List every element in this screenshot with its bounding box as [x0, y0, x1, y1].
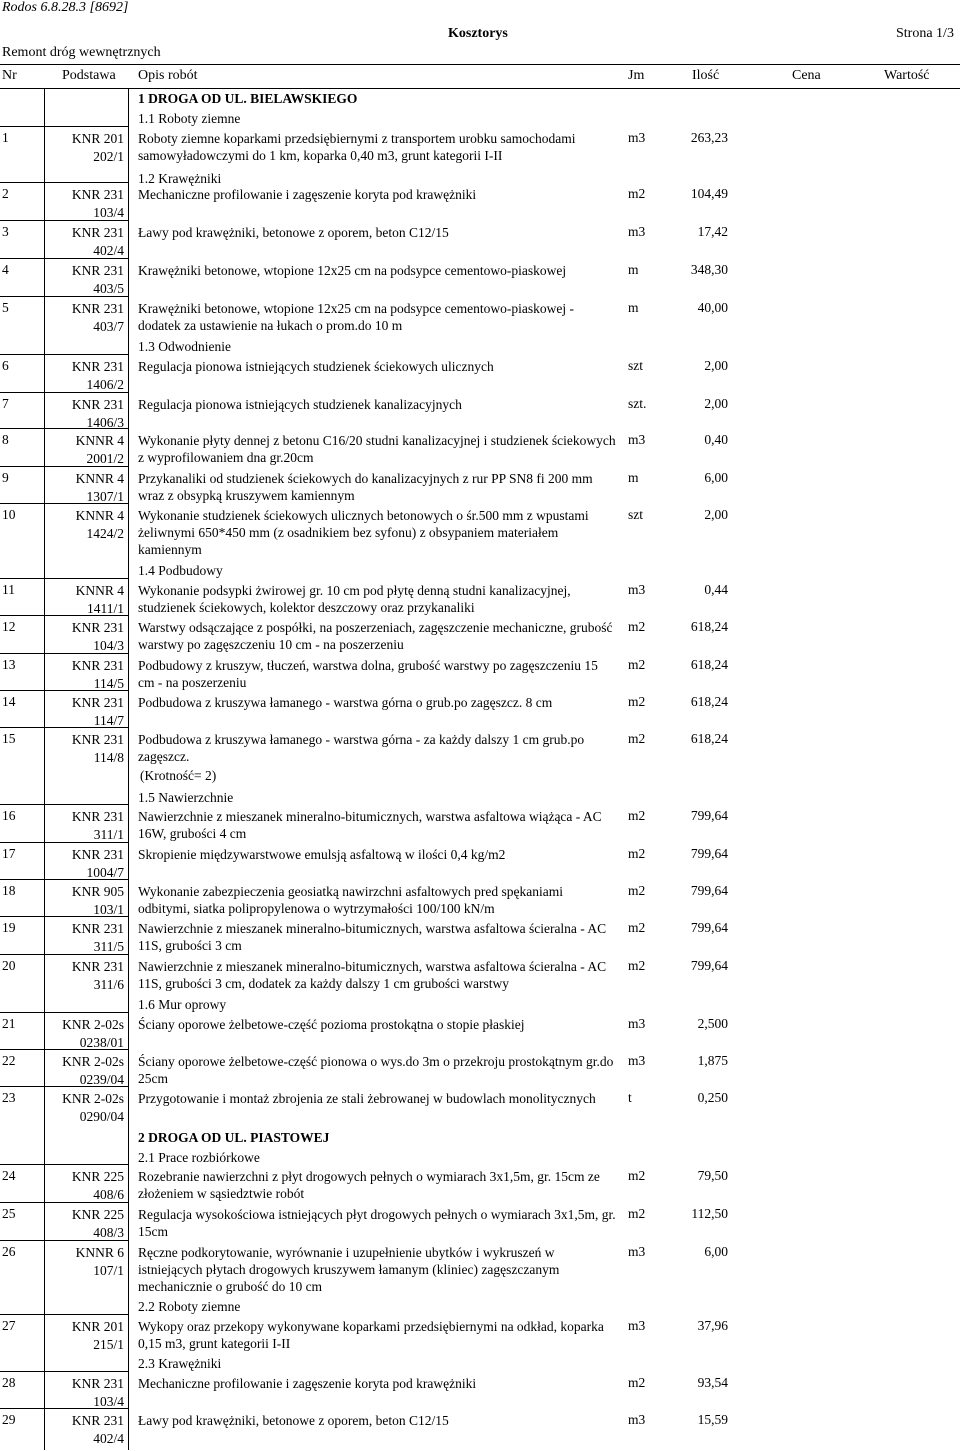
item-description: Ławy pod krawężniki, betonowe z oporem, beton C12/15: [138, 1413, 449, 1428]
item-description: Nawierzchnie z mieszanek mineralno-bitumicznych, warstwa asfaltowa ścieralna - AC 11S, grubości 3 cm: [138, 921, 607, 953]
col-header-jm: Jm: [628, 68, 645, 83]
col-divider-nr: [44, 88, 45, 1450]
item-basis-code: KNR 231: [71, 225, 124, 240]
item-quantity: 15,59: [697, 1412, 728, 1427]
item-quantity: 93,54: [697, 1375, 728, 1390]
row-separator: [0, 578, 128, 579]
item-description: Wykonanie płyty dennej z betonu C16/20 studni kanalizacyjnej i studzienek ściekowych z wyprofilowaniem dna gr.20cm: [138, 433, 616, 465]
app-version: Rodos 6.8.28.3 [8692]: [2, 0, 129, 15]
item-number: 1: [2, 130, 9, 145]
item-number: 11: [2, 582, 15, 597]
item-basis-code: KNR 231: [71, 695, 124, 710]
item-description: Ściany oporowe żelbetowe-część pionowa o wys.do 3m o przekroju prostokątnym gr.do 25cm: [138, 1054, 614, 1086]
item-quantity: 6,00: [704, 1244, 728, 1259]
item-quantity: 799,64: [690, 846, 728, 861]
item-description: Podbudowy z kruszyw, tłuczeń, warstwa dolna, grubość warstwy po zagęszczeniu 15 cm - na poszerzeniu: [138, 658, 598, 690]
item-number: 12: [2, 619, 16, 634]
item-description: Wykonanie studzienek ściekowych ulicznych betonowych o śr.500 mm z wpustami żeliwnymi 650*450 mm (z osadnikiem bez syfonu) z obsypaniem materiałem kamiennym: [138, 508, 589, 557]
row-separator: [0, 1049, 128, 1050]
item-description: Warstwy odsączające z pospółki, na poszerzeniach, zagęszczenie mechaniczne, grubość warstwy po zagęszczeniu 10 cm - na poszerzeniu: [138, 620, 613, 652]
item-basis-code: KNR 225: [71, 1207, 124, 1222]
item-number: 5: [2, 300, 9, 315]
item-quantity: 618,24: [690, 657, 728, 672]
row-separator: [0, 428, 128, 429]
item-basis-number: 408/6: [93, 1187, 124, 1202]
item-quantity: 263,23: [690, 130, 728, 145]
item-basis-code: KNR 231: [71, 397, 124, 412]
item-unit: m2: [628, 694, 646, 709]
row-separator: [0, 466, 128, 467]
subsection-heading: 1.5 Nawierzchnie: [138, 790, 234, 805]
row-separator: [0, 503, 128, 504]
item-quantity: 799,64: [690, 808, 728, 823]
item-unit: szt: [628, 358, 643, 373]
row-separator: [0, 1086, 128, 1087]
item-description: Regulacja pionowa istniejących studzienek kanalizacyjnych: [138, 397, 462, 412]
item-unit: m: [628, 300, 639, 315]
item-basis-code: KNNR 4: [75, 583, 124, 598]
item-description: Nawierzchnie z mieszanek mineralno-bitumicznych, warstwa asfaltowa wiążąca - AC 16W, grubości 4 cm: [138, 809, 602, 841]
item-number: 4: [2, 262, 9, 277]
item-unit: m2: [628, 808, 646, 823]
item-description: Krawężniki betonowe, wtopione 12x25 cm na podsypce cementowo-piaskowej: [138, 263, 567, 278]
item-basis-code: KNR 231: [71, 187, 124, 202]
item-description: Regulacja wysokościowa istniejących płyt drogowych pełnych o wymiarach 3x1,5m, gr. 15cm: [138, 1207, 616, 1239]
item-unit: m2: [628, 920, 646, 935]
item-unit: m3: [628, 1016, 646, 1031]
row-separator: [0, 1371, 128, 1372]
item-quantity: 618,24: [690, 731, 728, 746]
item-number: 26: [2, 1244, 16, 1259]
item-quantity: 1,875: [697, 1053, 728, 1068]
item-number: 18: [2, 883, 16, 898]
item-description: Rozebranie nawierzchni z płyt drogowych pełnych o wymiarach 3x1,5m, gr. 15cm ze złożeniem w sąsiedztwie robót: [138, 1169, 600, 1201]
item-quantity: 6,00: [704, 470, 728, 485]
item-quantity: 17,42: [697, 224, 728, 239]
header-divider-bottom: [0, 88, 960, 89]
subsection-heading: 1.4 Podbudowy: [138, 563, 223, 578]
item-basis-number: 114/8: [93, 750, 124, 765]
item-basis-number: 202/1: [93, 149, 124, 164]
page-indicator: Strona 1/3: [896, 26, 954, 41]
item-basis-number: 1406/3: [86, 415, 124, 430]
item-unit: m2: [628, 883, 646, 898]
item-quantity: 2,00: [704, 396, 728, 411]
item-unit: m3: [628, 432, 646, 447]
item-basis-code: KNR 231: [71, 732, 124, 747]
item-unit: m2: [628, 1375, 646, 1390]
item-description: Wykonanie zabezpieczenia geosiatką nawirzchni asfaltowych pred spękaniami odbitymi, siatka polipropylenowa o wytrzymałości 100/100 kN/m: [138, 884, 563, 916]
item-unit: m2: [628, 1206, 646, 1221]
item-quantity: 79,50: [697, 1168, 728, 1183]
item-description: Ręczne podkorytowanie, wyrównanie i uzupełnienie ubytków i wykruszeń w istniejących płytach drogowych kruszywem łamanym (kliniec) zagęszczanym mechanicznie o grubość do 10 cm: [138, 1245, 560, 1294]
item-description: Podbudowa z kruszywa łamanego - warstwa górna - za każdy dalszy 1 cm grub.po zagęszcz.: [138, 732, 585, 764]
item-quantity: 348,30: [690, 262, 728, 277]
item-unit: m: [628, 470, 639, 485]
item-number: 3: [2, 224, 9, 239]
item-description: Ławy pod krawężniki, betonowe z oporem, beton C12/15: [138, 225, 449, 240]
col-header-opis: Opis robót: [138, 68, 198, 83]
item-unit: szt.: [628, 396, 647, 411]
item-unit: m3: [628, 1412, 646, 1427]
item-number: 21: [2, 1016, 16, 1031]
row-separator: [0, 1202, 128, 1203]
row-separator: [0, 296, 128, 297]
subsection-heading: 1.2 Krawężniki: [138, 171, 222, 186]
item-basis-code: KNR 231: [71, 301, 124, 316]
item-quantity: 2,00: [704, 358, 728, 373]
section-heading: 2 DROGA OD UL. PIASTOWEJ: [138, 1130, 330, 1145]
item-unit: m2: [628, 958, 646, 973]
row-separator: [0, 615, 128, 616]
col-header-cena: Cena: [792, 68, 821, 83]
item-basis-code: KNR 2-02s: [62, 1017, 124, 1032]
row-separator: [0, 182, 128, 183]
item-basis-code: KNR 905: [71, 884, 124, 899]
item-basis-number: 114/5: [93, 676, 124, 691]
item-basis-code: KNR 231: [71, 1413, 124, 1428]
item-description: Wykopy oraz przekopy wykonywane koparkami przedsiębiernymi na odkład, koparka 0,15 m3, grunt kategorii I-II: [138, 1319, 604, 1351]
item-unit: m3: [628, 1244, 646, 1259]
item-number: 20: [2, 958, 16, 973]
item-quantity: 37,96: [697, 1318, 728, 1333]
item-quantity: 40,00: [697, 300, 728, 315]
subsection-heading: 1.6 Mur oprowy: [138, 997, 227, 1012]
item-unit: m2: [628, 1168, 646, 1183]
row-separator: [0, 220, 128, 221]
project-name: Remont dróg wewnętrznych: [2, 45, 161, 60]
row-separator: [0, 1314, 128, 1315]
item-description: Podbudowa z kruszywa łamanego - warstwa górna o grub.po zagęszcz. 8 cm: [138, 695, 553, 710]
row-separator: [0, 879, 128, 880]
item-unit: m2: [628, 186, 646, 201]
item-number: 29: [2, 1412, 16, 1427]
item-basis-number: 103/4: [93, 205, 124, 220]
item-unit: m: [628, 262, 639, 277]
row-separator: [0, 804, 128, 805]
item-basis-code: KNR 231: [71, 809, 124, 824]
row-separator: [0, 916, 128, 917]
subsection-heading: 2.2 Roboty ziemne: [138, 1299, 241, 1314]
item-description: Roboty ziemne koparkami przedsiębiernymi z transportem urobku samochodami samowyładowczymi do 1 km, koparka 0,40 m3, grunt kategorii I-II: [138, 131, 576, 163]
item-basis-number: 402/4: [93, 243, 124, 258]
item-description: Krawężniki betonowe, wtopione 12x25 cm na podsypce cementowo-piaskowej - dodatek za ustawienie na łukach o prom.do 10 m: [138, 301, 575, 333]
document-title: Kosztorys: [448, 26, 508, 41]
item-basis-code: KNNR 4: [75, 433, 124, 448]
item-description: Ściany oporowe żelbetowe-część pozioma prostokątna o stopie płaskiej: [138, 1017, 525, 1032]
row-separator: [0, 1164, 128, 1165]
row-separator: [0, 392, 128, 393]
item-basis-code: KNR 231: [71, 847, 124, 862]
item-number: 7: [2, 396, 9, 411]
item-description: Skropienie międzywarstwowe emulsją asfaltową w ilości 0,4 kg/m2: [138, 847, 506, 862]
item-unit: m3: [628, 1053, 646, 1068]
item-quantity: 618,24: [690, 619, 728, 634]
item-unit: m2: [628, 657, 646, 672]
item-basis-number: 107/1: [93, 1263, 124, 1278]
row-separator: [0, 690, 128, 691]
row-separator: [0, 126, 128, 127]
item-basis-code: KNR 2-02s: [62, 1054, 124, 1069]
row-separator: [0, 727, 128, 728]
section-heading: 1 DROGA OD UL. BIELAWSKIEGO: [138, 91, 358, 106]
item-unit: t: [628, 1090, 632, 1105]
item-description: Nawierzchnie z mieszanek mineralno-bitumicznych, warstwa asfaltowa ścieralna - AC 11S, grubości 3 cm, dodatek za każdy dalszy 1 cm grubości warstwy: [138, 959, 607, 991]
item-basis-number: 408/3: [93, 1225, 124, 1240]
item-basis-number: 1424/2: [86, 526, 124, 541]
item-description: Wykonanie podsypki żwirowej gr. 10 cm pod płytę denną studni kanalizacyjnej, studzienek ściekowych, kolektor deszczowy oraz przykanaliki: [138, 583, 571, 615]
item-basis-number: 403/7: [93, 319, 124, 334]
item-description: Mechaniczne profilowanie i zagęszenie koryta pod krawężniki: [138, 187, 477, 202]
item-basis-code: KNR 231: [71, 921, 124, 936]
item-basis-code: KNNR 6: [75, 1245, 124, 1260]
item-unit: m2: [628, 846, 646, 861]
item-number: 22: [2, 1053, 16, 1068]
item-number: 23: [2, 1090, 16, 1105]
col-header-podstawa: Podstawa: [62, 68, 116, 83]
item-basis-code: KNR 231: [71, 658, 124, 673]
item-description: Przygotowanie i montaż zbrojenia ze stali żebrowanej w budowlach monolitycznych: [138, 1091, 596, 1106]
row-separator: [0, 354, 128, 355]
item-basis-code: KNR 231: [71, 1376, 124, 1391]
item-number: 27: [2, 1318, 16, 1333]
item-unit: m2: [628, 731, 646, 746]
item-basis-code: KNR 225: [71, 1169, 124, 1184]
item-quantity: 112,50: [691, 1206, 728, 1221]
item-unit: szt: [628, 507, 643, 522]
item-number: 25: [2, 1206, 16, 1221]
item-number: 14: [2, 694, 16, 709]
item-basis-number: 1004/7: [86, 865, 124, 880]
row-separator: [0, 1240, 128, 1241]
row-separator: [0, 954, 128, 955]
item-quantity: 0,44: [704, 582, 728, 597]
col-header-wartosc: Wartość: [884, 68, 930, 83]
item-unit: m3: [628, 224, 646, 239]
item-quantity: 799,64: [690, 920, 728, 935]
item-basis-number: 403/5: [93, 281, 124, 296]
subsection-heading: 2.1 Prace rozbiórkowe: [138, 1150, 260, 1165]
item-number: 16: [2, 808, 16, 823]
item-number: 10: [2, 507, 16, 522]
header-divider-top: [0, 64, 960, 65]
item-number: 8: [2, 432, 9, 447]
item-unit: m2: [628, 619, 646, 634]
row-separator: [0, 653, 128, 654]
item-quantity: 104,49: [690, 186, 728, 201]
item-basis-code: KNR 231: [71, 263, 124, 278]
item-basis-number: 103/4: [93, 1394, 124, 1409]
item-quantity: 0,40: [704, 432, 728, 447]
item-basis-number: 0239/04: [79, 1072, 124, 1087]
item-basis-code: KNNR 4: [75, 508, 124, 523]
item-unit: m3: [628, 130, 646, 145]
subsection-heading: 1.3 Odwodnienie: [138, 339, 231, 354]
multiplier-note: (Krotność= 2): [140, 768, 217, 783]
item-basis-code: KNR 231: [71, 620, 124, 635]
item-basis-number: 311/1: [93, 827, 124, 842]
col-header-ilosc: Ilość: [692, 68, 720, 83]
item-basis-number: 2001/2: [86, 451, 124, 466]
item-number: 19: [2, 920, 16, 935]
item-description: Mechaniczne profilowanie i zagęszenie koryta pod krawężniki: [138, 1376, 477, 1391]
row-separator: [0, 1012, 128, 1013]
item-basis-number: 311/5: [93, 939, 124, 954]
item-basis-number: 1307/1: [86, 489, 124, 504]
item-basis-number: 215/1: [93, 1337, 124, 1352]
item-quantity: 618,24: [690, 694, 728, 709]
item-basis-number: 0238/01: [79, 1035, 124, 1050]
item-number: 6: [2, 358, 9, 373]
item-quantity: 0,250: [697, 1090, 728, 1105]
item-number: 13: [2, 657, 16, 672]
col-divider-podstawa: [128, 88, 129, 1450]
item-unit: m3: [628, 582, 646, 597]
item-basis-code: KNR 2-02s: [62, 1091, 124, 1106]
item-basis-code: KNR 201: [71, 131, 124, 146]
col-header-nr: Nr: [2, 68, 17, 83]
item-basis-number: 1411/1: [87, 601, 124, 616]
item-number: 28: [2, 1375, 16, 1390]
item-basis-code: KNR 231: [71, 359, 124, 374]
item-basis-number: 0290/04: [79, 1109, 124, 1124]
item-number: 24: [2, 1168, 16, 1183]
subsection-heading: 2.3 Krawężniki: [138, 1356, 222, 1371]
item-unit: m3: [628, 1318, 646, 1333]
item-basis-code: KNR 231: [71, 959, 124, 974]
row-separator: [0, 1408, 128, 1409]
item-number: 2: [2, 186, 9, 201]
item-description: Przykanaliki od studzienek ściekowych do kanalizacyjnych z rur PP SN8 fi 200 mm wraz z obsypką kruszywem kamiennym: [138, 471, 593, 503]
item-number: 17: [2, 846, 16, 861]
item-quantity: 2,00: [704, 507, 728, 522]
item-basis-code: KNR 201: [71, 1319, 124, 1334]
item-basis-number: 114/7: [93, 713, 124, 728]
item-number: 15: [2, 731, 16, 746]
row-separator: [0, 842, 128, 843]
item-basis-number: 1406/2: [86, 377, 124, 392]
subsection-heading: 1.1 Roboty ziemne: [138, 111, 241, 126]
item-basis-number: 402/4: [93, 1431, 124, 1446]
item-basis-number: 311/6: [93, 977, 124, 992]
item-basis-number: 103/1: [93, 902, 124, 917]
item-basis-number: 104/3: [93, 638, 124, 653]
item-quantity: 2,500: [697, 1016, 728, 1031]
item-quantity: 799,64: [690, 883, 728, 898]
item-basis-code: KNNR 4: [75, 471, 124, 486]
item-description: Regulacja pionowa istniejących studzienek ściekowych ulicznych: [138, 359, 494, 374]
row-separator: [0, 258, 128, 259]
item-quantity: 799,64: [690, 958, 728, 973]
item-number: 9: [2, 470, 9, 485]
